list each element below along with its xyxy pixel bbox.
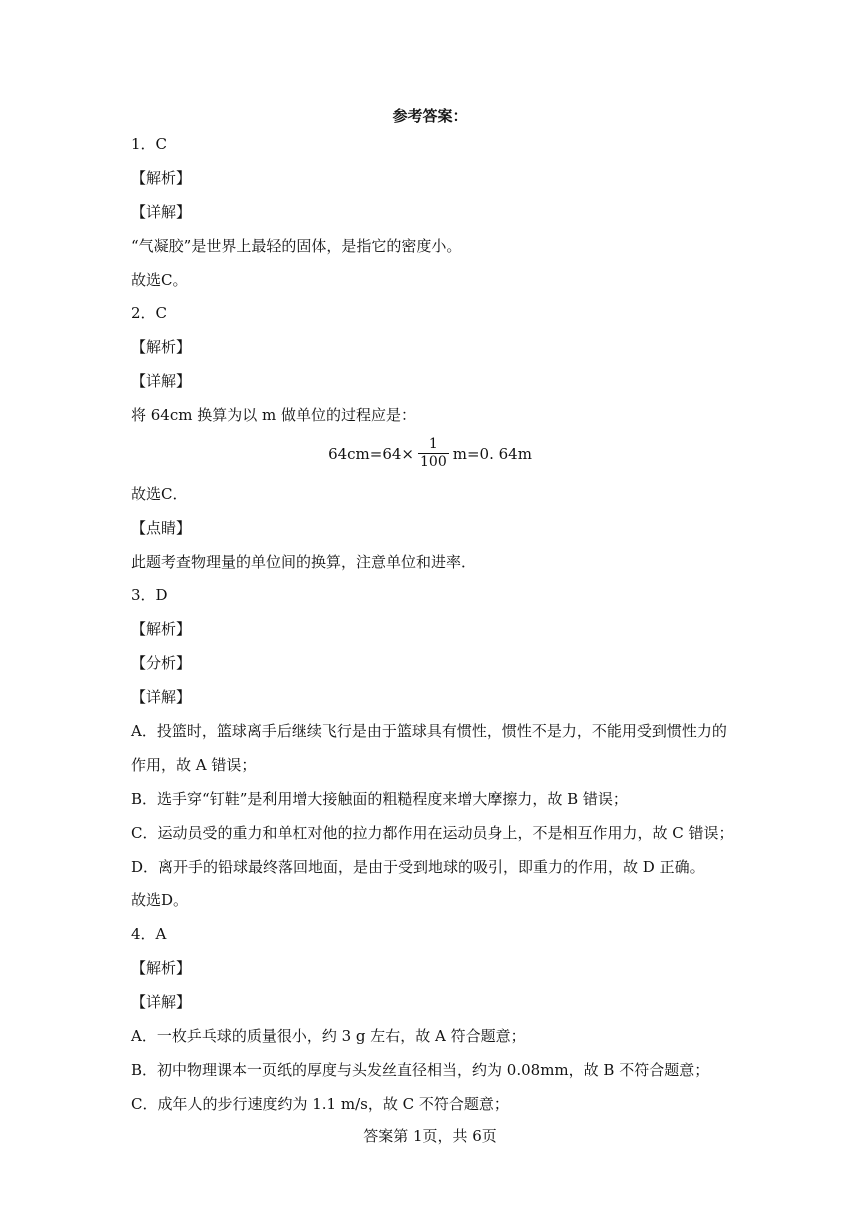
section-label-detail: 【详解】	[131, 688, 192, 706]
page-footer: 答案第 1页，共 6页	[363, 1127, 497, 1145]
option-d-line: D．离开手的铅球最终落回地面，是由于受到地球的吸引，即重力的作用，故 D 正确。	[131, 858, 705, 876]
explanation-line: “气凝胶”是世界上最轻的固体，是指它的密度小。	[131, 237, 462, 255]
section-label-analysis: 【解析】	[131, 338, 192, 356]
answer-number-4: 4．A	[131, 925, 167, 943]
conclusion-line: 故选C。	[131, 271, 188, 289]
formula-lhs: 64cm=64×	[328, 444, 414, 463]
formula-fraction	[418, 436, 449, 471]
section-label-breakdown: 【分析】	[131, 654, 192, 672]
section-label-analysis: 【解析】	[131, 620, 192, 638]
option-b-line: B．初中物理课本一页纸的厚度与头发丝直径相当，约为 0.08mm，故 B 不符合题意；	[131, 1061, 710, 1079]
answer-number-1: 1．C	[131, 135, 168, 153]
conclusion-line: 故选C．	[131, 485, 188, 503]
conclusion-line: 故选D。	[131, 891, 189, 909]
explanation-line: 将 64cm 换算为以 m 做单位的过程应是：	[131, 406, 417, 424]
section-label-comment: 【点睛】	[131, 519, 192, 537]
section-label-detail: 【详解】	[131, 993, 192, 1011]
explanation-line: 此题考查物理量的单位间的换算，注意单位和进率．	[131, 553, 477, 571]
option-a-line: A．投篮时，篮球离手后继续飞行是由于篮球具有惯性，惯性不是力，不能用受到惯性力的	[131, 722, 727, 740]
section-label-analysis: 【解析】	[131, 959, 192, 977]
option-a-continuation: 作用，故 A 错误；	[131, 756, 257, 774]
option-c-line: C．成年人的步行速度约为 1.1 m/s，故 C 不符合题意；	[131, 1095, 509, 1113]
option-b-line: B．选手穿“钉鞋”是利用增大接触面的粗糙程度来增大摩擦力，故 B 错误；	[131, 790, 628, 808]
unit-conversion-formula	[0, 436, 860, 471]
formula-rhs: m=0. 64m	[452, 444, 532, 463]
fraction-numerator: 1	[428, 436, 438, 452]
section-label-detail: 【详解】	[131, 203, 192, 221]
section-label-analysis: 【解析】	[131, 169, 192, 187]
page-title: 参考答案：	[392, 107, 468, 125]
option-c-line: C．运动员受的重力和单杠对他的拉力都作用在运动员身上，不是相互作用力，故 C 错误；	[131, 824, 734, 842]
fraction-denominator: 100	[420, 454, 447, 470]
answer-number-3: 3．D	[131, 586, 168, 604]
option-a-line: A．一枚乒乓球的质量很小，约 3 g 左右，故 A 符合题意；	[131, 1027, 526, 1045]
answer-number-2: 2．C	[131, 304, 168, 322]
section-label-detail: 【详解】	[131, 372, 192, 390]
